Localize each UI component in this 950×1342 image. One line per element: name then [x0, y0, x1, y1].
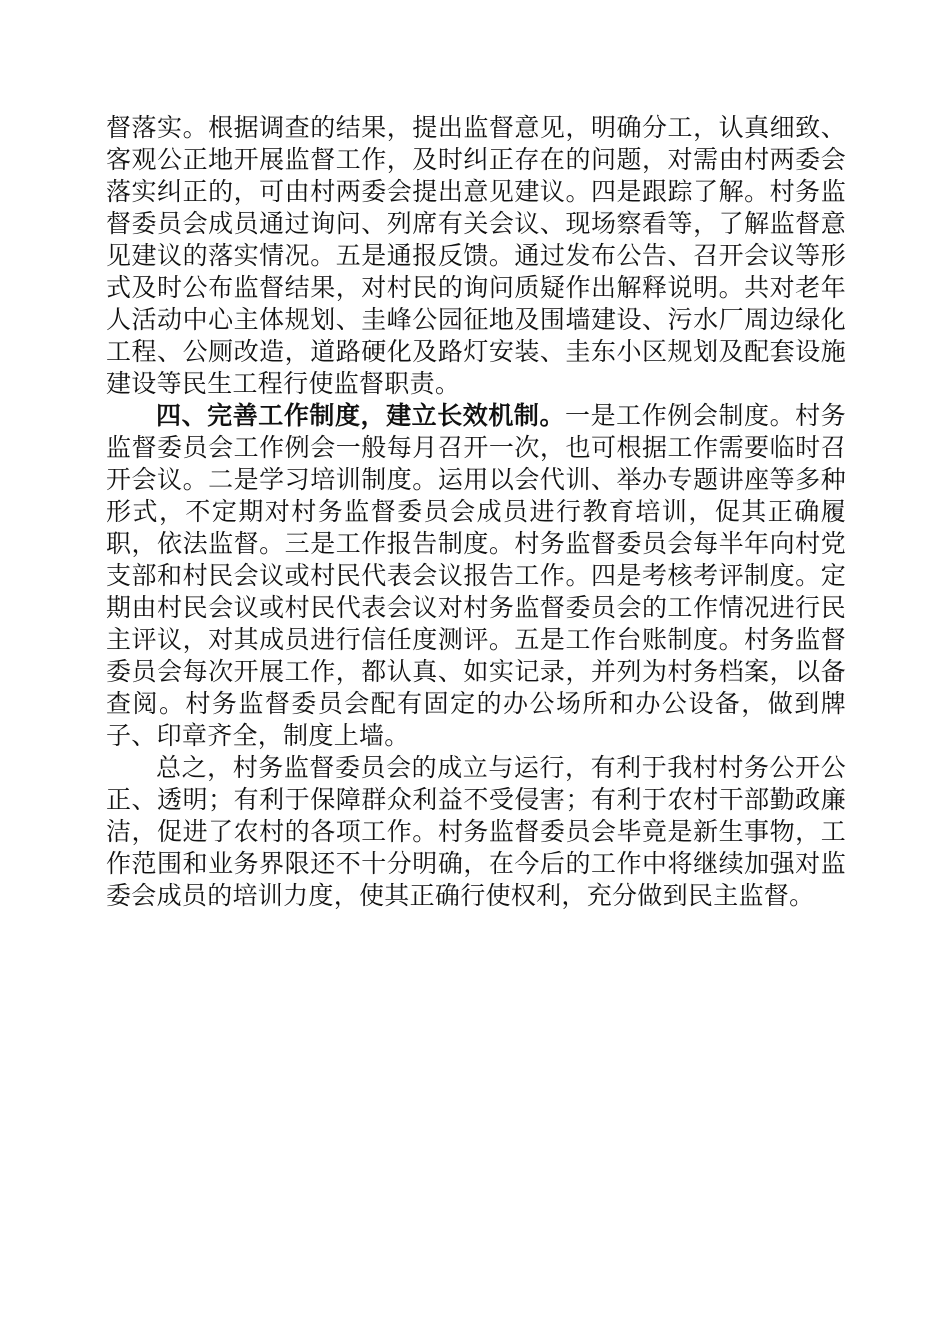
- paragraph-3: [106, 752, 846, 912]
- section-heading: 四、完善工作制度，建立长效机制。: [156, 401, 566, 430]
- paragraph-2: [106, 400, 846, 752]
- paragraph-3-text: 总之，村务监督委员会的成立与运行，有利于我村村务公开公正、透明；有利于保障群众利益不受侵害；有利于农村干部勤政廉洁，促进了农村的各项工作。村务监督委员会毕竟是新生事物，工作范围和业务界限还不十分明确，在今后的工作中将继续加强对监委会成员的培训力度，使其正确行使权利，充分做到民主监督。: [106, 753, 846, 910]
- document-body: [106, 112, 846, 912]
- paragraph-2-text: 一是工作例会制度。村务监督委员会工作例会一般每月召开一次，也可根据工作需要临时召开会议。二是学习培训制度。运用以会代训、举办专题讲座等多种形式，不定期对村务监督委员会成员进行教育培训，促其正确履职，依法监督。三是工作报告制度。村务监督委员会每半年向村党支部和村民会议或村民代表会议报告工作。四是考核考评制度。定期由村民会议或村民代表会议对村务监督委员会的工作情况进行民主评议，对其成员进行信任度测评。五是工作台账制度。村务监督委员会每次开展工作，都认真、如实记录，并列为村务档案，以备查阅。村务监督委员会配有固定的办公场所和办公设备，做到牌子、印章齐全，制度上墙。: [106, 401, 846, 750]
- paragraph-1-text: 督落实。根据调查的结果，提出监督意见，明确分工，认真细致、客观公正地开展监督工作，及时纠正存在的问题，对需由村两委会落实纠正的，可由村两委会提出意见建议。四是跟踪了解。村务监督委员会成员通过询问、列席有关会议、现场察看等，了解监督意见建议的落实情况。五是通报反馈。通过发布公告、召开会议等形式及时公布监督结果，对村民的询问质疑作出解释说明。共对老年人活动中心主体规划、圭峰公园征地及围墙建设、污水厂周边绿化工程、公厕改造，道路硬化及路灯安装、圭东小区规划及配套设施建设等民生工程行使监督职责。: [106, 113, 846, 398]
- paragraph-1: [106, 112, 846, 400]
